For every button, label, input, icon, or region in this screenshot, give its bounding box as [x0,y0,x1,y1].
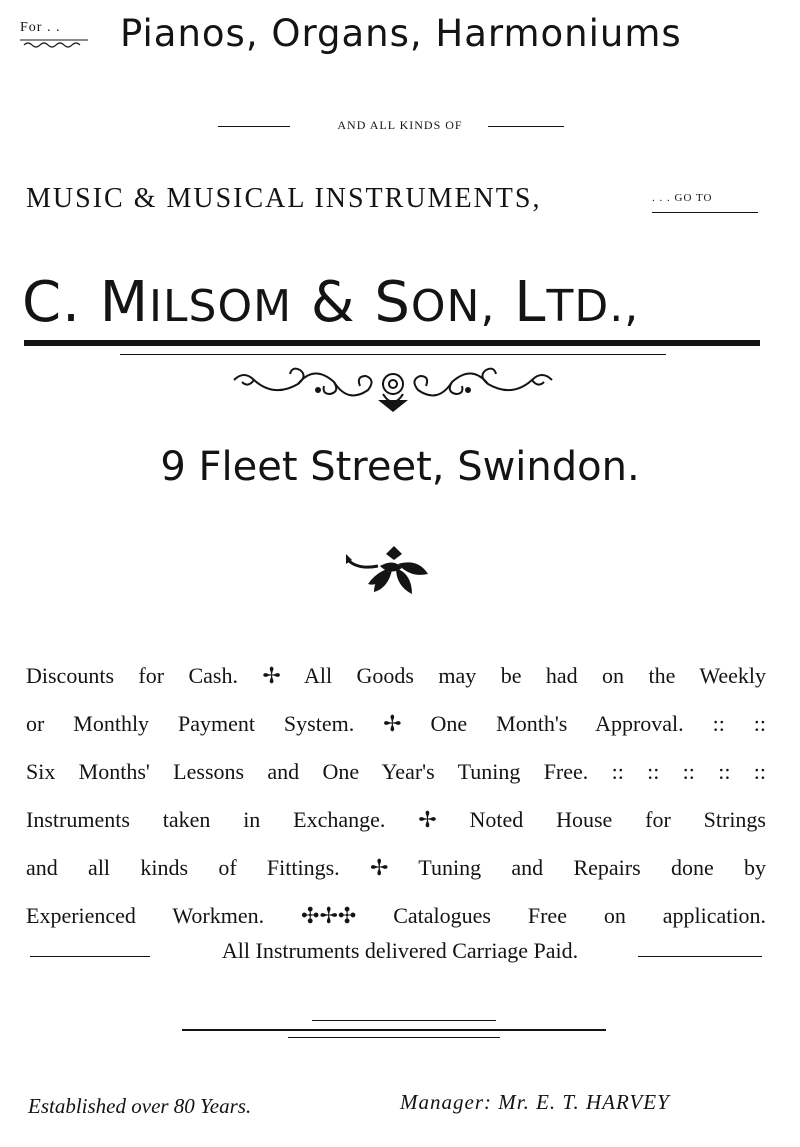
small-ornament-icon [18,38,90,48]
for-label: For . . [20,20,61,35]
carriage-rule-right [638,956,762,957]
end-rule-2 [182,1029,606,1031]
end-rule-1 [312,1020,496,1021]
company-name: C. MILSOM & SON, LTD., [22,270,640,335]
go-to-label: . . . GO TO [652,192,713,204]
body-text [26,652,766,940]
thin-rule [120,354,666,355]
body-line: or Monthly Payment System. ✢ One Month's Approval. :: :: [26,711,766,736]
body-line: Instruments taken in Exchange. ✢ Noted House for Strings [26,807,766,832]
body-line: Six Months' Lessons and One Year's Tuning Free. :: :: :: :: :: [26,759,766,784]
divider-right [488,126,564,127]
body-line: Discounts for Cash. ✢ All Goods may be had on the Weekly [26,663,766,688]
manager-note: Manager: Mr. E. T. HARVEY [400,1090,670,1114]
music-instruments-line: MUSIC & MUSICAL INSTRUMENTS, [26,183,542,214]
body-line: Experienced Workmen. ✣✢✣ Catalogues Free on application. [26,903,766,928]
end-rule-3 [288,1037,500,1038]
headline: Pianos, Organs, Harmoniums [120,12,682,55]
carriage-line: All Instruments delivered Carriage Paid. [221,938,579,963]
and-all-kinds-label: AND ALL KINDS OF [337,118,463,132]
thick-rule [24,340,760,346]
go-to-underline [652,212,758,213]
established-note: Established over 80 Years. [28,1094,252,1118]
body-line: and all kinds of Fittings. ✢ Tuning and Repairs done by [26,855,766,880]
leaf-ornament-icon [340,542,436,600]
address: 9 Fleet Street, Swindon. [160,444,640,490]
scrollwork-ornament-icon [228,360,558,414]
